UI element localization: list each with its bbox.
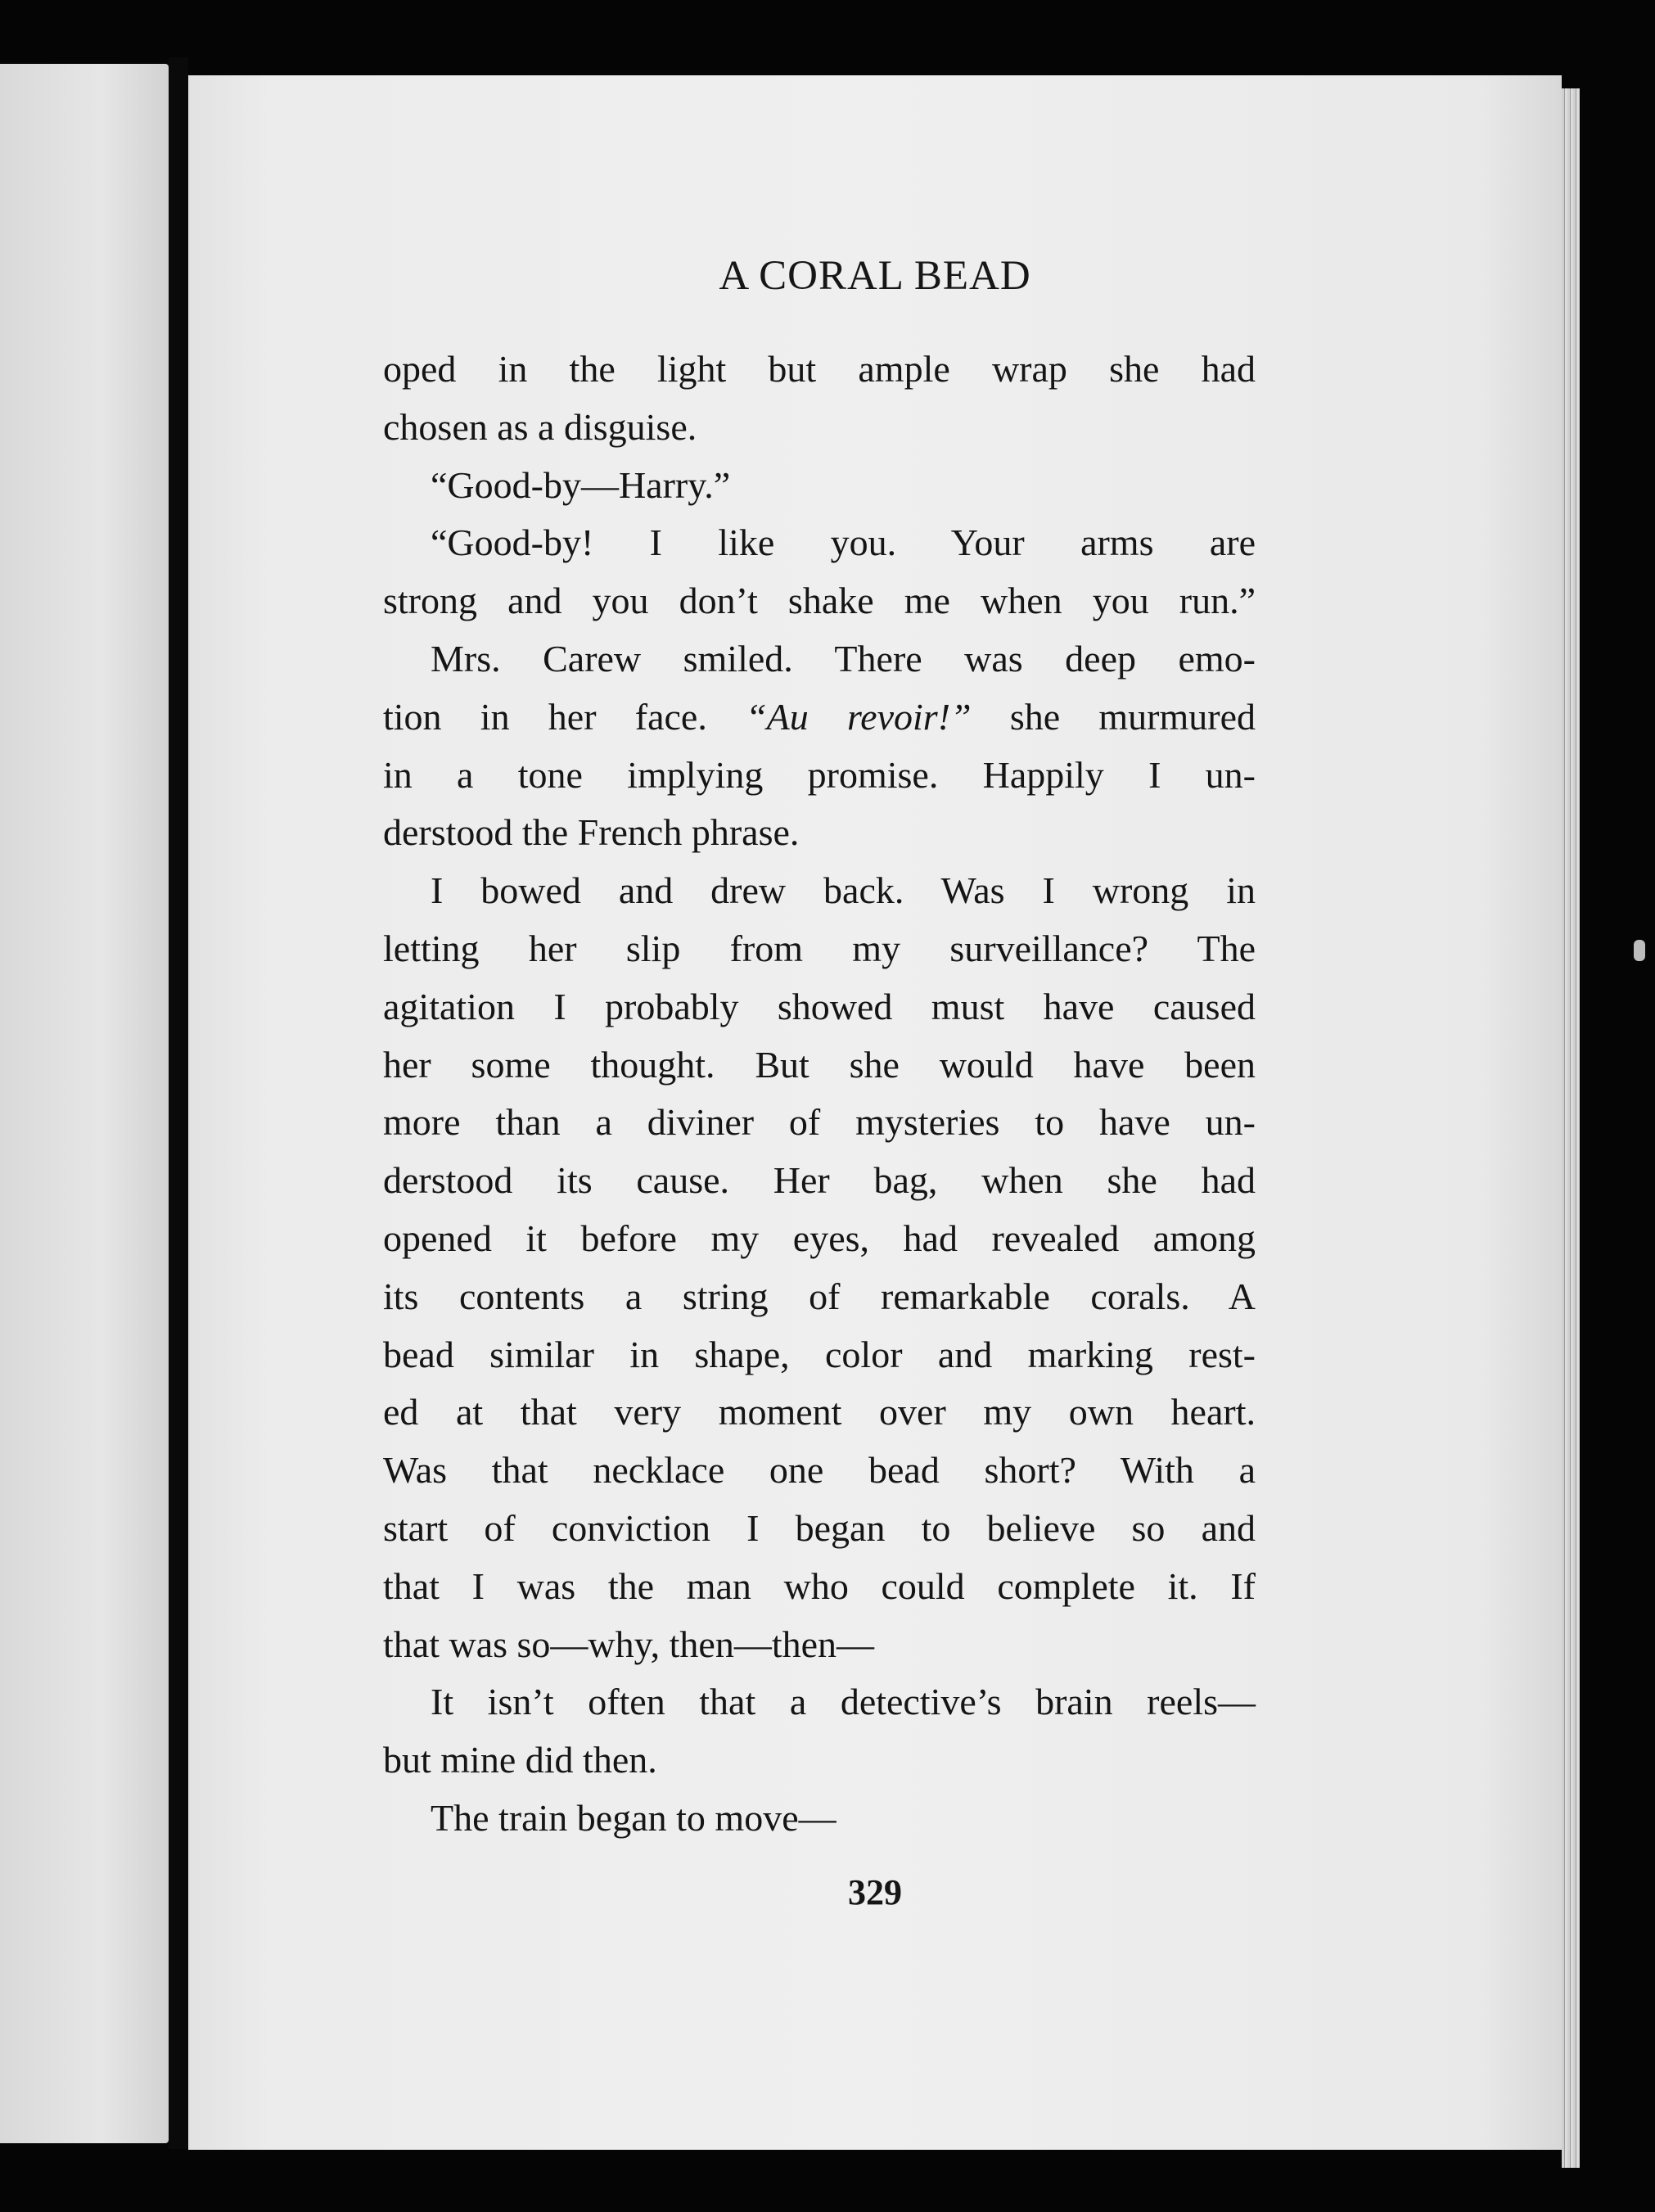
text-line: letting her slip from my surveillance? The [383, 927, 1256, 969]
text-line: chosen as a disguise. [383, 405, 697, 448]
text-run: tion in her face. [383, 695, 746, 738]
text-line: strong and you don’t shake me when you run.” [383, 580, 1256, 622]
text-line: derstood the French phrase. [383, 811, 800, 854]
body-text [383, 341, 1256, 1848]
text-line: bead similar in shape, color and marking rest- [383, 1333, 1256, 1375]
text-line: I bowed and drew back. Was I wrong in [431, 869, 1256, 912]
text-line: in a tone implying promise. Happily I un- [383, 753, 1256, 796]
text-line: “Good-by—Harry.” [431, 463, 731, 506]
text-line: ed at that very moment over my own heart. [383, 1391, 1256, 1433]
page-stack-edge [1562, 88, 1580, 2168]
text-line: start of conviction I began to believe so and [383, 1506, 1256, 1549]
text-line: Was that necklace one bead short? With a [383, 1449, 1256, 1492]
running-head: A CORAL BEAD [719, 253, 1031, 299]
text-line: but mine did then. [383, 1739, 657, 1781]
text-line: oped in the light but ample wrap she had [383, 348, 1256, 390]
page-number: 329 [848, 1872, 902, 1912]
text-line: It isn’t often that a detective’s brain reels— [431, 1681, 1256, 1723]
text-line: that I was the man who could complete it. If [383, 1564, 1256, 1607]
italic-phrase: “Au revoir!” [746, 695, 972, 738]
text-line: opened it before my eyes, had revealed among [383, 1217, 1256, 1259]
text-line: The train began to move— [431, 1796, 837, 1839]
text-line: agitation I probably showed must have caused [383, 985, 1256, 1027]
text-line: her some thought. But she would have been [383, 1043, 1256, 1086]
previous-page-edge [0, 64, 169, 2143]
text-line [383, 688, 1256, 747]
text-line: more than a diviner of mysteries to have un- [383, 1101, 1256, 1144]
text-line: that was so—why, then—then— [383, 1623, 875, 1665]
text-line: its contents a string of remarkable corals. A [383, 1275, 1256, 1317]
text-line: “Good-by! I like you. Your arms are [431, 521, 1256, 564]
text-run: she murmured [971, 695, 1256, 738]
page-edge-mark [1634, 940, 1645, 961]
text-line: derstood its cause. Her bag, when she had [383, 1159, 1256, 1202]
text-line: Mrs. Carew smiled. There was deep emo- [431, 637, 1256, 679]
book-spine [169, 57, 188, 2149]
